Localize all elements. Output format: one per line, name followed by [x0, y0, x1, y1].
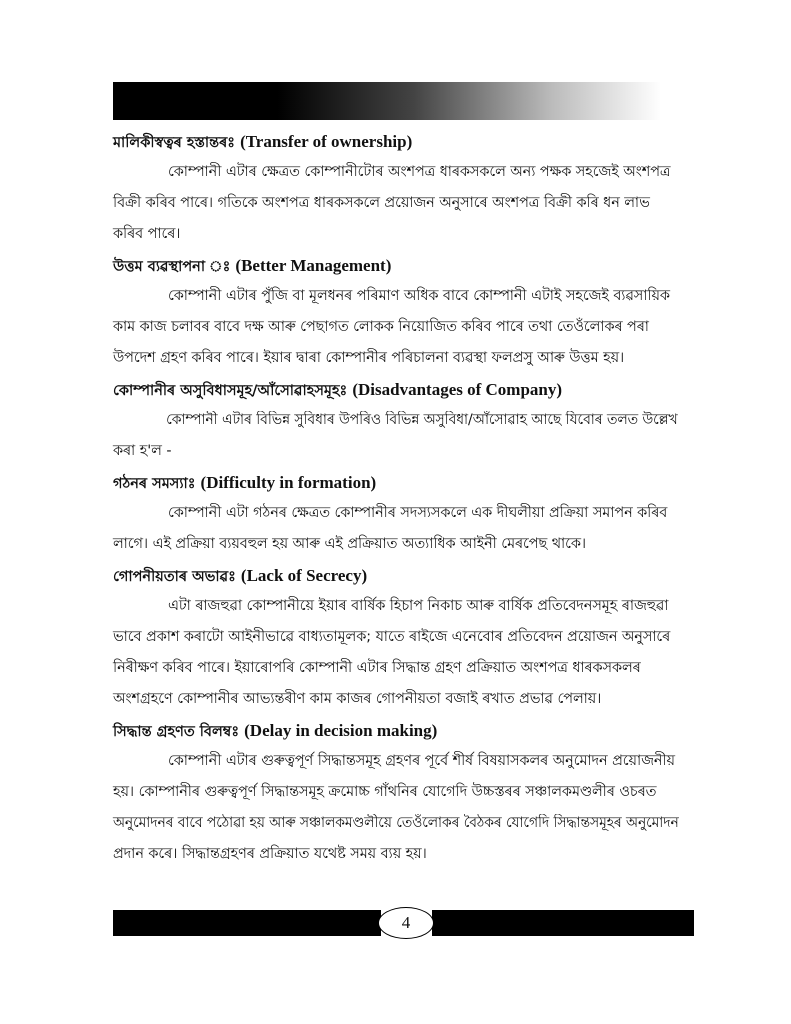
heading-english: (Delay in decision making) [244, 721, 438, 740]
paragraph-line: নিৰীক্ষণ কৰিব পাৰে। ইয়াৰোপৰি কোম্পানী এটাৰ সিদ্ধান্ত গ্ৰহণ প্ৰক্ৰিয়াত অংশপত্ৰ ধাৰকসকলৰ [113, 660, 641, 676]
footer-bar-left [113, 910, 381, 936]
heading-text: কোম্পানীৰ অসুবিধাসমূহ/আঁসোৱাহসমূহঃ [113, 383, 348, 399]
paragraph-line: হয়। কোম্পানীৰ গুৰুত্বপূৰ্ণ সিদ্ধান্তসমূহ ক্ৰমোচ্চ গাঁথনিৰ যোগেদি উচ্চস্তৰৰ সঞ্চালকমণ্ডলীৰ ওচৰত [113, 784, 657, 800]
heading-text: উত্তম ব্যৱস্থাপনা ঃ [113, 259, 231, 275]
paragraph-line: লাগে। এই প্ৰক্ৰিয়া ব্যয়বহুল হয় আৰু এই প্ৰক্ৰিয়াত অত্যাধিক আইনী মেৰপেছ থাকে। [113, 536, 586, 552]
heading-text: গোপনীয়তাৰ অভাৱঃ [113, 569, 236, 585]
paragraph-line: কোম্পানী এটাৰ গুৰুত্বপূৰ্ণ সিদ্ধান্তসমূহ গ্ৰহণৰ পূৰ্বে শীৰ্ষ বিষয়াসকলৰ অনুমোদন প্ৰয়োজনীয় [168, 753, 675, 769]
heading-english: (Transfer of ownership) [240, 132, 413, 151]
section-heading-lack-of-secrecy [113, 566, 679, 587]
paragraph-line: কোম্পানী এটা গঠনৰ ক্ষেত্ৰত কোম্পানীৰ সদস্যসকলে এক দীঘলীয়া প্ৰক্ৰিয়া সমাপন কৰিব [168, 505, 668, 521]
paragraph-line: অংশগ্ৰহণে কোম্পানীৰ আভ্যন্তৰীণ কাম কাজৰ গোপনীয়তা বজাই ৰখাত প্ৰভাৱ পেলায়। [113, 691, 602, 707]
heading-text: সিদ্ধান্ত গ্ৰহণত বিলম্বঃ [113, 724, 240, 740]
paragraph-line: উপদেশ গ্ৰহণ কৰিব পাৰে। ইয়াৰ দ্বাৰা কোম্পানীৰ পৰিচালনা ব্যৱস্থা ফলপ্ৰসু আৰু উত্তম হয়। [113, 350, 625, 366]
paragraph-line: কাম কাজ চলাবৰ বাবে দক্ষ আৰু পেছাগত লোকক নিয়োজিত কৰিব পাৰে তথা তেওঁলোকৰ পৰা [113, 319, 649, 335]
paragraph-line: কৰিব পাৰে। [113, 226, 181, 242]
section-heading-disadvantages [113, 380, 679, 401]
heading-english: (Better Management) [235, 256, 392, 275]
footer-bar-right [432, 910, 694, 936]
paragraph-line: এটা ৰাজহুৱা কোম্পানীয়ে ইয়াৰ বাৰ্ষিক হিচাপ নিকাচ আৰু বাৰ্ষিক প্ৰতিবেদনসমূহ ৰাজহুৱা [168, 598, 669, 614]
heading-text: মালিকীস্বত্বৰ হস্তান্তৰঃ [113, 135, 235, 151]
paragraph-better-management [113, 281, 679, 374]
paragraph-difficulty-in-formation [113, 498, 679, 560]
section-heading-difficulty-in-formation [113, 473, 679, 494]
heading-english: (Lack of Secrecy) [240, 566, 368, 585]
header-gradient-bar [113, 82, 661, 120]
heading-english: (Difficulty in formation) [200, 473, 377, 492]
paragraph-lack-of-secrecy [113, 591, 679, 715]
heading-text: গঠনৰ সমস্যাঃ [113, 476, 196, 492]
paragraph-disadvantages [113, 405, 679, 467]
paragraph-line: ভাবে প্ৰকাশ কৰাটো আইনীভাৱে বাধ্যতামূলক; যাতে ৰাইজে এনেবোৰ প্ৰতিবেদন প্ৰয়োজন অনুসাৰে [113, 629, 671, 645]
paragraph-transfer-of-ownership [113, 157, 679, 250]
paragraph-line: অনুমোদনৰ বাবে পঠোৱা হয় আৰু সঞ্চালকমণ্ডলীয়ে তেওঁলোকৰ বৈঠকৰ যোগেদি সিদ্ধান্তসমূহৰ অনুমোদন [113, 815, 679, 831]
paragraph-line: কোম্পানী এটাৰ পুঁজি বা মূলধনৰ পৰিমাণ অধিক বাবে কোম্পানী এটাই সহজেই ব্যৱসায়িক [168, 288, 670, 304]
section-heading-better-management [113, 256, 679, 277]
page-number: 4 [378, 907, 434, 939]
section-heading-transfer-of-ownership [113, 132, 679, 153]
page-content [113, 126, 679, 870]
heading-english: (Disadvantages of Company) [352, 380, 563, 399]
paragraph-line: বিক্ৰী কৰিব পাৰে। গতিকে অংশপত্ৰ ধাৰকসকলে প্ৰয়োজন অনুসাৰে অংশপত্ৰ বিক্ৰী কৰি ধন লাভ [113, 195, 650, 211]
section-heading-delay-in-decision-making [113, 721, 679, 742]
paragraph-line: কৰা হ'ল - [113, 443, 172, 459]
paragraph-line: কোম্পানী এটাৰ বিভিন্ন সুবিধাৰ উপৰিও বিভিন্ন অসুবিধা/আঁসোৱাহ আছে যিবোৰ তলত উল্লেখ [166, 412, 678, 428]
paragraph-line: প্ৰদান কৰে। সিদ্ধান্তগ্ৰহণৰ প্ৰক্ৰিয়াত যথেষ্ট সময় ব্যয় হয়। [113, 846, 427, 862]
paragraph-delay-in-decision-making [113, 746, 679, 870]
paragraph-line: কোম্পানী এটাৰ ক্ষেত্ৰত কোম্পানীটোৰ অংশপত্ৰ ধাৰকসকলে অন্য পক্ষক সহজেই অংশপত্ৰ [168, 164, 671, 180]
